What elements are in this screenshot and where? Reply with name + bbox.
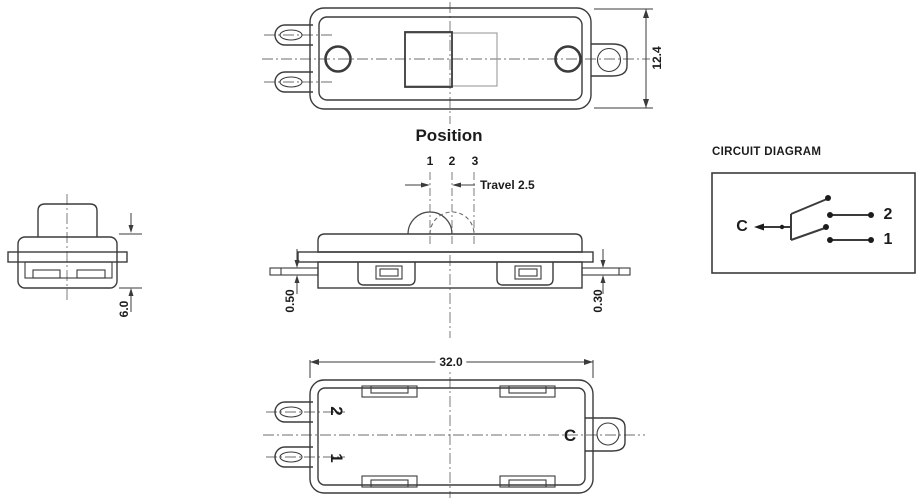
side-view <box>270 234 630 338</box>
position-label-2: 2 <box>448 154 456 168</box>
terminal-common-label: C <box>563 426 577 445</box>
pin-right <box>582 268 630 275</box>
dim-0-30 <box>601 249 606 294</box>
circuit-diagram-title: CIRCUIT DIAGRAM <box>712 146 822 158</box>
bottom-view <box>263 358 645 498</box>
position-label-3: 3 <box>471 154 479 168</box>
terminal-2-label: 2 <box>327 406 346 416</box>
dim-pin-right-label: 0.30 <box>591 289 605 313</box>
position-title: Position <box>415 126 483 145</box>
dim-width-top-label: 12.4 <box>650 46 664 70</box>
circuit-wiring <box>754 195 874 243</box>
dim-12-4 <box>594 9 653 108</box>
pin-left <box>270 268 318 275</box>
slider-knob <box>405 32 452 87</box>
circuit-common-label: C <box>736 218 748 235</box>
left-view <box>8 194 142 312</box>
dim-0-50 <box>295 249 300 294</box>
terminal-1-label: 1 <box>327 453 346 463</box>
dim-body-length-label: 32.0 <box>435 355 466 369</box>
circuit-throw-2-label: 2 <box>883 206 893 223</box>
side-cover <box>318 234 582 252</box>
dim-pin-left-label: 0.50 <box>283 289 297 313</box>
dim-body-height-label: 6.0 <box>117 300 131 318</box>
travel-dimension-label: Travel 2.5 <box>480 178 535 192</box>
side-flange <box>298 252 593 262</box>
top-view <box>262 2 653 124</box>
slider-slot <box>405 33 497 86</box>
end-flange <box>8 252 127 262</box>
circuit-throw-1-label: 1 <box>883 231 893 248</box>
position-label-1: 1 <box>426 154 434 168</box>
top-body-outline <box>310 8 591 109</box>
bottom-view-centerlines <box>263 358 645 498</box>
end-button <box>38 204 97 237</box>
position-indicator <box>405 172 475 246</box>
bottom-slots <box>362 386 555 487</box>
